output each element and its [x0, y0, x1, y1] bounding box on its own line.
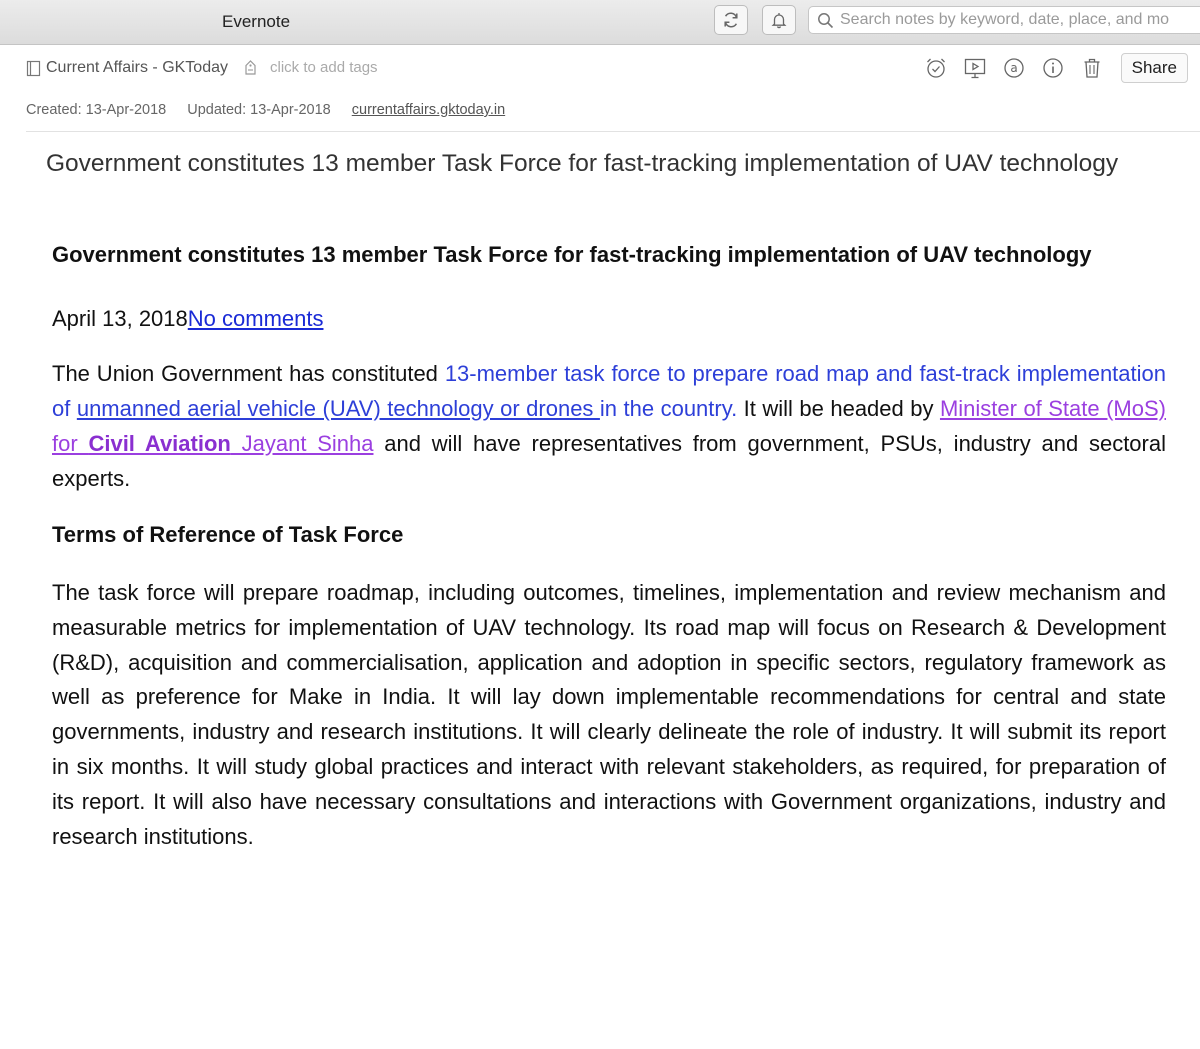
note-title-field[interactable]: Government constitutes 13 member Task Force for fast-tracking implementation of UAV technology	[46, 150, 1119, 177]
alarm-clock-icon	[924, 56, 948, 80]
delete-button[interactable]	[1079, 55, 1105, 81]
presentation-button[interactable]	[962, 55, 988, 81]
search-icon	[817, 12, 834, 29]
minister-link-text: Minister of State (MoS) for	[52, 396, 1166, 456]
article-dateline	[52, 304, 1166, 334]
intro-highlight-text: 13-member task force to prepare road map and fast-track implementation of	[52, 361, 1166, 421]
bell-icon	[770, 11, 788, 29]
note-header	[0, 45, 1200, 133]
note-metadata	[26, 102, 505, 118]
source-url-link[interactable]: currentaffairs.gktoday.in	[351, 102, 506, 118]
sync-icon	[722, 11, 740, 29]
uav-link[interactable]: unmanned aerial vehicle (UAV) technology or drones	[76, 396, 600, 421]
app-title: Evernote	[222, 12, 291, 31]
created-date: Created: 13-Apr-2018	[26, 102, 167, 118]
window-titlebar	[0, 0, 1200, 45]
info-icon	[1041, 56, 1065, 80]
article-date: April 13, 2018	[52, 306, 188, 331]
minister-name-text: Jayant Sinha	[230, 431, 374, 456]
notebook-name: Current Affairs - GKToday	[46, 59, 228, 76]
search-input[interactable]	[840, 11, 1200, 29]
search-box[interactable]	[808, 6, 1200, 34]
reminder-button[interactable]	[923, 55, 949, 81]
note-info-button[interactable]	[1040, 55, 1066, 81]
note-body[interactable]	[52, 228, 1166, 854]
intro-highlight-text-end: in the country.	[599, 396, 738, 421]
tags-field[interactable]	[243, 59, 378, 76]
intro-text-3: and will have representatives from government, PSUs, industry and sectoral experts.	[52, 431, 1166, 491]
civil-aviation-text: Civil Aviation	[88, 431, 231, 456]
notebook-selector[interactable]	[26, 59, 228, 77]
work-chat-button[interactable]	[1001, 55, 1027, 81]
comments-link[interactable]: No comments	[187, 306, 324, 331]
tag-icon	[243, 59, 258, 76]
share-button[interactable]: Share	[1121, 53, 1188, 83]
note-actions	[910, 53, 1200, 83]
svg-text:a: a	[1009, 61, 1018, 75]
trash-icon	[1080, 56, 1104, 80]
at-sign-icon	[1002, 56, 1026, 80]
updated-date: Updated: 13-Apr-2018	[187, 102, 331, 118]
article-heading: Government constitutes 13 member Task Force for fast-tracking implementation of UAV technology	[52, 242, 1092, 267]
section-heading: Terms of Reference of Task Force	[52, 522, 404, 547]
paragraph-intro	[52, 356, 1166, 496]
tags-placeholder: click to add tags	[270, 59, 378, 76]
notebook-icon	[26, 60, 41, 77]
presentation-icon	[963, 56, 987, 80]
header-divider	[26, 131, 1200, 132]
paragraph-terms: The task force will prepare roadmap, including outcomes, timelines, implementation and review mechanism and measurable metrics for implementation of UAV technology. Its road map will focus on Research & Development (R&D), acquisition and commercialisation, application and adoption in specific sectors, regulatory framework as well as preference for Make in India. It will lay down implementable recommendations for central and state governments, industry and research institutions. It will clearly delineate the role of industry. It will submit its report in six months. It will study global practices and interact with relevant stakeholders, as required, for preparation of its report. It will also have necessary consultations and interactions with Government organizations, industry and research institutions.	[52, 580, 1166, 849]
intro-text-1: The Union Government has constituted	[52, 361, 445, 386]
intro-text-2: It will be headed by	[737, 396, 940, 421]
sync-button[interactable]	[714, 5, 748, 35]
notifications-button[interactable]	[762, 5, 796, 35]
